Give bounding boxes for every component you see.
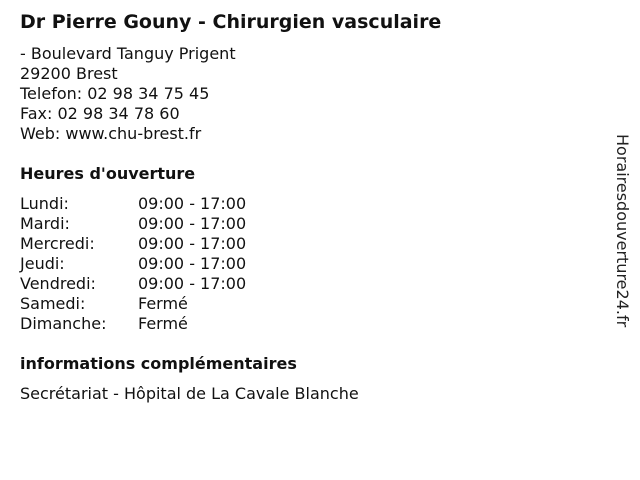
day-label: Vendredi:	[20, 274, 96, 293]
opening-hours-heading: Heures d'ouverture	[20, 164, 196, 183]
city-postcode: 29200 Brest	[20, 64, 118, 83]
time-value: 09:00 - 17:00	[138, 214, 247, 233]
time-value: 09:00 - 17:00	[138, 234, 247, 253]
street-address: - Boulevard Tanguy Prigent	[20, 44, 236, 63]
additional-info-text: Secrétariat - Hôpital de La Cavale Blanche	[20, 384, 359, 403]
fax-number: Fax: 02 98 34 78 60	[20, 104, 180, 123]
day-label: Mardi:	[20, 214, 70, 233]
address-block	[20, 44, 236, 144]
time-value: 09:00 - 17:00	[138, 274, 247, 293]
additional-info-heading: informations complémentaires	[20, 354, 297, 373]
time-value: 09:00 - 17:00	[138, 194, 247, 213]
day-label: Dimanche:	[20, 314, 107, 333]
phone-number: Telefon: 02 98 34 75 45	[20, 84, 210, 103]
site-watermark: Horairesdouverture24.fr	[613, 134, 632, 328]
time-value: Fermé	[138, 314, 188, 333]
day-label: Lundi:	[20, 194, 69, 213]
time-value: Fermé	[138, 294, 188, 313]
page-title: Dr Pierre Gouny - Chirurgien vasculaire	[20, 11, 442, 33]
day-label: Jeudi:	[20, 254, 65, 273]
website: Web: www.chu-brest.fr	[20, 124, 202, 143]
time-value: 09:00 - 17:00	[138, 254, 247, 273]
day-label: Samedi:	[20, 294, 86, 313]
day-label: Mercredi:	[20, 234, 95, 253]
